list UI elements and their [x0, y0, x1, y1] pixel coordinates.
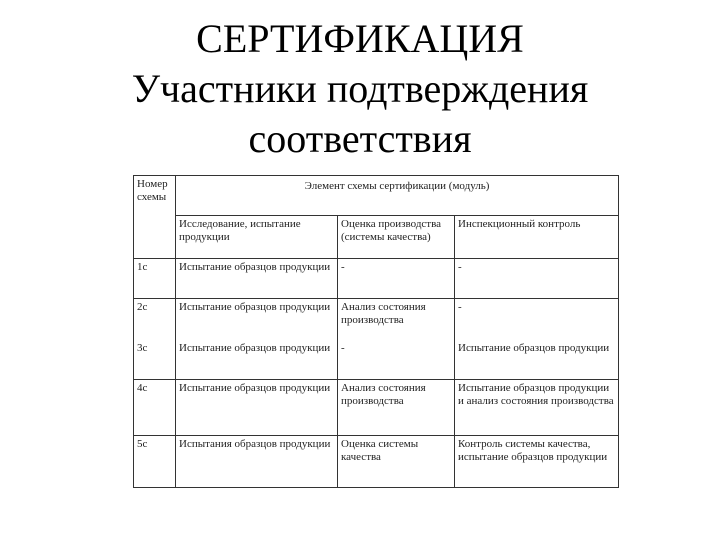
table-subheader-row	[134, 216, 619, 259]
scheme-cell: 1с	[134, 259, 176, 299]
production-cell: Оценка системы качества	[338, 436, 455, 488]
table-header-row	[134, 176, 619, 216]
header-inspection: Инспекционный контроль	[455, 216, 619, 259]
inspection-cell: -	[455, 299, 619, 340]
slide-title	[0, 14, 720, 164]
testing-cell: Испытания образцов продукции	[176, 436, 338, 488]
title-line-3: соответствия	[248, 116, 472, 161]
testing-cell: Испытание образцов продукции	[176, 340, 338, 380]
title-line-1: СЕРТИФИКАЦИЯ	[196, 16, 524, 61]
header-scheme-number: Номер схемы	[134, 176, 176, 259]
production-cell: Анализ состояния производства	[338, 299, 455, 340]
header-production: Оценка производства (системы качества)	[338, 216, 455, 259]
scheme-cell: 2с	[134, 299, 176, 340]
inspection-cell: Контроль системы качества, испытание образцов продукции	[455, 436, 619, 488]
certification-schemes-table	[133, 175, 619, 488]
title-line-2: Участники подтверждения	[131, 66, 589, 111]
production-cell: -	[338, 259, 455, 299]
inspection-cell: Испытание образцов продукции и анализ состояния производства	[455, 380, 619, 436]
inspection-cell: -	[455, 259, 619, 299]
testing-cell: Испытание образцов продукции	[176, 299, 338, 340]
header-element: Элемент схемы сертификации (модуль)	[176, 176, 619, 216]
testing-cell: Испытание образцов продукции	[176, 259, 338, 299]
table-row	[134, 436, 619, 488]
scheme-cell: 5с	[134, 436, 176, 488]
scheme-cell: 3с	[134, 340, 176, 380]
table-row	[134, 299, 619, 340]
header-testing: Исследование, испытание продукции	[176, 216, 338, 259]
table-row	[134, 340, 619, 380]
table-row	[134, 259, 619, 299]
testing-cell: Испытание образцов продукции	[176, 380, 338, 436]
production-cell: -	[338, 340, 455, 380]
production-cell: Анализ состояния производства	[338, 380, 455, 436]
inspection-cell: Испытание образцов продукции	[455, 340, 619, 380]
scheme-cell: 4с	[134, 380, 176, 436]
table-row	[134, 380, 619, 436]
